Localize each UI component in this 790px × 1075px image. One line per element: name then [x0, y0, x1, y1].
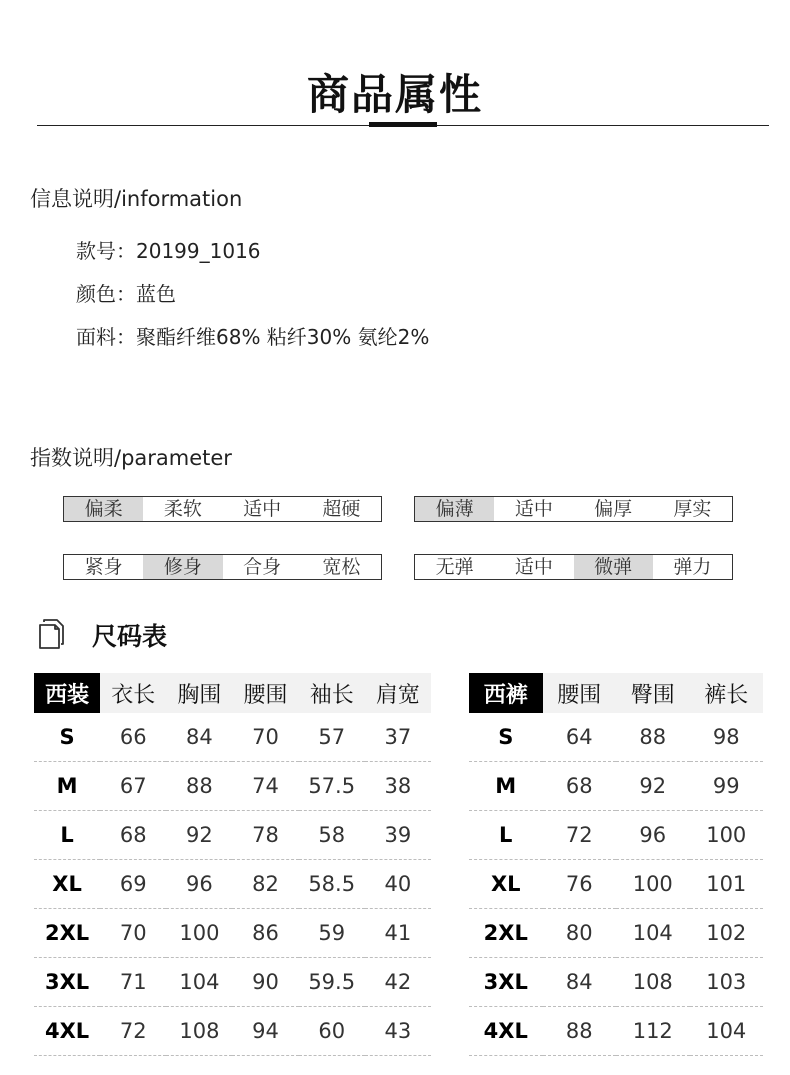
document-icon — [35, 618, 67, 650]
size-chart-title: 尺码表 — [92, 622, 168, 651]
table-cell: 42 — [365, 958, 431, 1007]
fabric-info: 面料：聚酯纤维68% 粘纤30% 氨纶2% — [76, 325, 430, 349]
table-cell: 74 — [232, 762, 298, 811]
pants-size-table — [469, 673, 763, 1056]
table-cell: 92 — [166, 811, 232, 860]
table-cell: 101 — [690, 860, 764, 909]
table-header-cell: 肩宽 — [365, 673, 431, 713]
table-cell: 76 — [543, 860, 617, 909]
info-heading: 信息说明/information — [30, 187, 243, 211]
table-cell: 100 — [616, 860, 690, 909]
table-row — [469, 811, 763, 860]
scale-option: 偏薄 — [415, 497, 494, 521]
table-cell: 69 — [100, 860, 166, 909]
table-cell: 41 — [365, 909, 431, 958]
table-row — [34, 762, 431, 811]
table-header-cell: 西裤 — [469, 673, 543, 713]
table-header-cell: 臀围 — [616, 673, 690, 713]
table-cell: 59 — [299, 909, 365, 958]
table-cell: 70 — [100, 909, 166, 958]
table-cell: 100 — [166, 909, 232, 958]
table-row — [34, 713, 431, 762]
table-cell: 66 — [100, 713, 166, 762]
table-cell: 58 — [299, 811, 365, 860]
table-cell: 88 — [166, 762, 232, 811]
table-cell: 57 — [299, 713, 365, 762]
table-row — [34, 1007, 431, 1056]
table-cell: 40 — [365, 860, 431, 909]
table-cell: 38 — [365, 762, 431, 811]
table-cell: 67 — [100, 762, 166, 811]
scale-option: 无弹 — [435, 556, 474, 578]
size-label-cell: 4XL — [34, 1007, 100, 1056]
table-header-cell: 胸围 — [166, 673, 232, 713]
scale-option: 适中 — [243, 498, 282, 520]
table-row — [469, 958, 763, 1007]
table-cell: 98 — [690, 713, 764, 762]
table-row — [34, 811, 431, 860]
table-cell: 112 — [616, 1007, 690, 1056]
scale-option: 偏柔 — [64, 497, 143, 521]
table-row — [469, 909, 763, 958]
scale-option: 厚实 — [673, 498, 712, 520]
table-cell: 57.5 — [299, 762, 365, 811]
title-accent-bar — [369, 122, 437, 127]
table-cell: 78 — [232, 811, 298, 860]
scale-option: 弹力 — [673, 556, 712, 578]
table-cell: 103 — [690, 958, 764, 1007]
table-cell: 58.5 — [299, 860, 365, 909]
size-label-cell: XL — [34, 860, 100, 909]
table-cell: 59.5 — [299, 958, 365, 1007]
table-cell: 88 — [543, 1007, 617, 1056]
table-cell: 86 — [232, 909, 298, 958]
table-cell: 39 — [365, 811, 431, 860]
parameter-heading: 指数说明/parameter — [30, 446, 232, 470]
table-header-cell: 腰围 — [232, 673, 298, 713]
table-row — [469, 713, 763, 762]
table-cell: 43 — [365, 1007, 431, 1056]
scale-option: 紧身 — [84, 556, 123, 578]
table-cell: 90 — [232, 958, 298, 1007]
table-cell: 102 — [690, 909, 764, 958]
table-cell: 72 — [100, 1007, 166, 1056]
fit-scale — [63, 554, 382, 580]
elasticity-scale — [414, 554, 733, 580]
table-header-cell: 腰围 — [543, 673, 617, 713]
table-cell: 84 — [543, 958, 617, 1007]
scale-option: 超硬 — [322, 498, 361, 520]
scale-option: 微弹 — [574, 555, 653, 579]
table-cell: 71 — [100, 958, 166, 1007]
size-label-cell: L — [469, 811, 543, 860]
table-row — [469, 1007, 763, 1056]
table-cell: 80 — [543, 909, 617, 958]
size-label-cell: 2XL — [469, 909, 543, 958]
scale-option: 适中 — [514, 556, 553, 578]
table-header-row — [469, 673, 763, 713]
table-cell: 99 — [690, 762, 764, 811]
table-header-cell: 裤长 — [690, 673, 764, 713]
table-cell: 104 — [616, 909, 690, 958]
size-label-cell: L — [34, 811, 100, 860]
size-label-cell: 3XL — [469, 958, 543, 1007]
table-cell: 108 — [166, 1007, 232, 1056]
table-header-cell: 袖长 — [299, 673, 365, 713]
color-info: 颜色：蓝色 — [76, 282, 176, 306]
table-row — [34, 860, 431, 909]
size-label-cell: 4XL — [469, 1007, 543, 1056]
style-number: 款号：20199_1016 — [76, 239, 261, 263]
table-header-cell: 西装 — [34, 673, 100, 713]
table-cell: 64 — [543, 713, 617, 762]
scale-option: 适中 — [514, 498, 553, 520]
size-label-cell: XL — [469, 860, 543, 909]
table-cell: 104 — [690, 1007, 764, 1056]
table-cell: 100 — [690, 811, 764, 860]
table-cell: 96 — [616, 811, 690, 860]
table-cell: 72 — [543, 811, 617, 860]
table-row — [34, 958, 431, 1007]
table-cell: 104 — [166, 958, 232, 1007]
size-label-cell: M — [34, 762, 100, 811]
scale-option: 修身 — [143, 555, 222, 579]
scale-option: 柔软 — [163, 498, 202, 520]
table-cell: 60 — [299, 1007, 365, 1056]
table-cell: 37 — [365, 713, 431, 762]
scale-option: 偏厚 — [594, 498, 633, 520]
size-label-cell: 3XL — [34, 958, 100, 1007]
table-header-cell: 衣长 — [100, 673, 166, 713]
table-cell: 84 — [166, 713, 232, 762]
table-cell: 70 — [232, 713, 298, 762]
page-title: 商品属性 — [306, 70, 483, 119]
table-cell: 82 — [232, 860, 298, 909]
size-label-cell: S — [34, 713, 100, 762]
table-row — [469, 860, 763, 909]
thickness-scale — [414, 496, 733, 522]
table-cell: 94 — [232, 1007, 298, 1056]
table-cell: 68 — [100, 811, 166, 860]
table-row — [34, 909, 431, 958]
size-label-cell: 2XL — [34, 909, 100, 958]
table-cell: 96 — [166, 860, 232, 909]
jacket-size-table — [34, 673, 431, 1056]
scale-option: 宽松 — [322, 556, 361, 578]
softness-scale — [63, 496, 382, 522]
table-cell: 68 — [543, 762, 617, 811]
table-cell: 108 — [616, 958, 690, 1007]
table-row — [469, 762, 763, 811]
table-header-row — [34, 673, 431, 713]
table-cell: 88 — [616, 713, 690, 762]
scale-option: 合身 — [243, 556, 282, 578]
table-cell: 92 — [616, 762, 690, 811]
size-label-cell: S — [469, 713, 543, 762]
size-label-cell: M — [469, 762, 543, 811]
